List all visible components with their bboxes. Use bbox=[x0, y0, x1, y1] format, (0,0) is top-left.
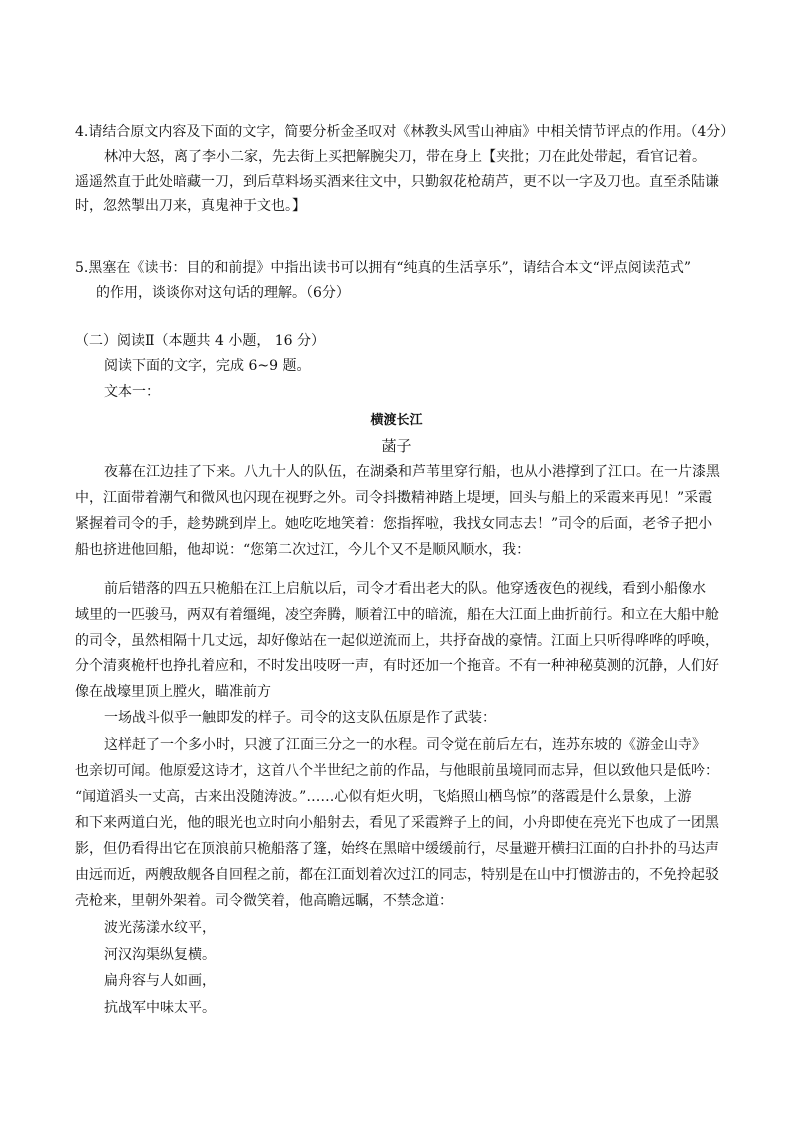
question-4-line-4: 时，忽然掣出刀来，真鬼神于文也。】 bbox=[75, 198, 306, 214]
paragraph-1-line: 船也挤进他回船，他却说：“您第二次过江，今儿个又不是顺风顺水，我： bbox=[75, 542, 531, 558]
poem-line: 波光荡漾水纹平， bbox=[104, 920, 216, 936]
article-author: 菡子 bbox=[381, 437, 412, 455]
paragraph-4-line: 影，但仍看得出它在顶浪前只桅船落了篷，始终在黑暗中缓缓前行，尽量避开横扫江面的白扑扑的马达声 bbox=[75, 841, 719, 857]
section-instruction: 阅读下面的文字，完成 6~9 题。 bbox=[104, 358, 311, 374]
paragraph-1-line: 中，江面带着潮气和微风也闪现在视野之外。司令抖擞精神踏上堤埂，回头与船上的采霞来再见！”采霞 bbox=[75, 490, 713, 506]
paragraph-4-line: 也亲切可闻。他原爱这诗才，这首八个半世纪之前的作品，与他眼前虽境同而志异，但以致他只是低吟： bbox=[75, 763, 719, 779]
poem-line: 抗战军中味太平。 bbox=[104, 1000, 216, 1016]
paragraph-2-line: 像在战壕里顶上膛火，瞄准前方 bbox=[75, 684, 271, 700]
question-4-line-2: 林冲大怒，离了李小二家，先去街上买把解腕尖刀，带在身上【夹批；刀在此处带起，看官记着。 bbox=[104, 149, 706, 165]
paragraph-1-line: 紧握着司令的手，趁势跳到岸上。她吃吃地笑着：您指挥啦，我找女同志去！”司令的后面，老爷子把小 bbox=[75, 516, 713, 532]
question-4-line-3: 遥遥然直于此处暗藏一刀，到后草料场买酒来往文中，只勤叙花枪葫芦，更不以一字及刀也。直至杀陆谦 bbox=[75, 174, 719, 190]
paragraph-2-line: 域里的一匹骏马，两双有着缰绳，凌空奔腾，顺着江中的暗流，船在大江面上曲折前行。和立在大船中舱 bbox=[75, 607, 719, 623]
paragraph-2-line: 前后错落的四五只桅船在江上启航以后，司令才看出老大的队。他穿透夜色的视线，看到小船像水 bbox=[104, 581, 706, 597]
question-4-line-1: 4.请结合原文内容及下面的文字，简要分析金圣叹对《林教头风雪山神庙》中相关情节评点的作用。（4分） bbox=[75, 124, 735, 140]
question-5-line-2: 的作用，谈谈你对这句话的理解。（6分） bbox=[96, 285, 350, 301]
paragraph-4-line: “闻道滔头一丈高，古来出没随涛波。”……心似有炬火明，飞焰照山栖鸟惊”的落霞是什么景象，上游 bbox=[75, 789, 692, 805]
paragraph-2-line: 分个清爽桅杆也挣扎着应和，不时发出吱呀一声，有时还加一个拖音。不有一种神秘莫测的沉静，人们好 bbox=[75, 658, 719, 674]
text-label: 文本一： bbox=[104, 384, 160, 400]
article-title: 横渡长江 bbox=[370, 413, 423, 428]
paragraph-1-line: 夜幕在江边挂了下来。八九十人的队伍，在湖桑和芦苇里穿行船，也从小港撑到了江口。在一片漆黑 bbox=[104, 464, 720, 480]
question-5-line-1: 5.黑塞在《读书：目的和前提》中指出读书可以拥有“纯真的生活享乐”，请结合本文“评点阅读范式” bbox=[75, 260, 691, 276]
poem-line: 河汉沟渠纵复横。 bbox=[104, 947, 216, 963]
paragraph-4-line: 和下来两道白光，他的眼光也立时向小船射去，看见了采霞辫子上的间，小舟即使在亮光下也成了一团黑 bbox=[75, 815, 719, 831]
paragraph-3-line: 一场战斗似乎一触即发的样子。司令的这支队伍原是作了武装： bbox=[104, 710, 496, 726]
paragraph-4-line: 这样赶了一个多小时，只渡了江面三分之一的水程。司令觉在前后左右，连苏东坡的《游金山寺》 bbox=[104, 737, 706, 753]
section-heading: （二）阅读Ⅱ（本题共 4 小题， 16 分） bbox=[75, 333, 326, 349]
paragraph-4-line: 壳枪来，里朝外架着。司令微笑着，他高瞻远瞩，不禁念道： bbox=[75, 893, 453, 909]
poem-line: 扁舟容与人如画， bbox=[104, 973, 216, 989]
paragraph-2-line: 的司令，虽然相隔十几丈远，却好像站在一起似逆流而上，共抒奋战的豪情。江面上只听得哗哗的呼唤， bbox=[75, 633, 719, 649]
paragraph-4-line: 由远而近，两艘敌舰各自回程之前，都在江面划着次过江的同志，特别是在山中打惯游击的，不免拎起驳 bbox=[75, 867, 719, 883]
